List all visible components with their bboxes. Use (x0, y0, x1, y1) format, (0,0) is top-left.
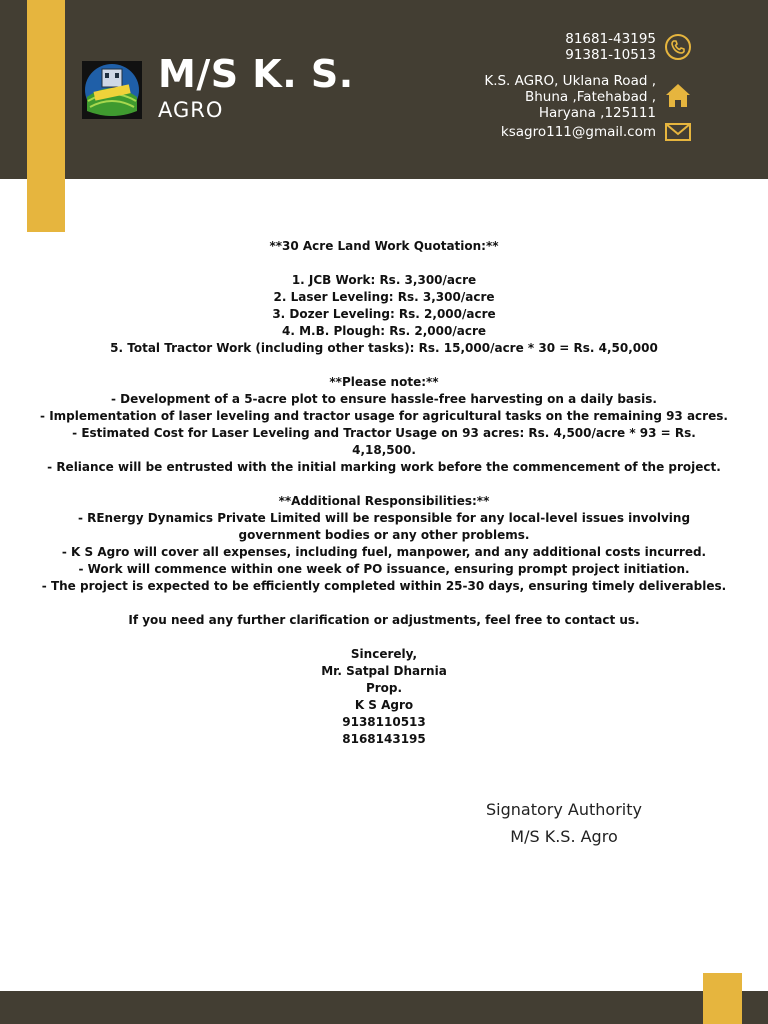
responsibility-item: - Work will commence within one week of PO issuance, ensuring prompt project initiation. (78, 562, 690, 576)
footer-band (0, 991, 768, 1024)
footer-accent (703, 973, 742, 1024)
note-item: - Estimated Cost for Laser Leveling and Tractor Usage on 93 acres: Rs. 4,500/acre * 93 = Rs. 4,18,500. (72, 426, 696, 457)
address-line: K.S. AGRO, Uklana Road , (484, 73, 656, 89)
closing-line: If you need any further clarification or adjustments, feel free to contact us. (128, 613, 640, 627)
company-logo (82, 61, 142, 119)
signoff-line: 8168143195 (342, 732, 426, 746)
address-line: Bhuna ,Fatehabad , (524, 89, 656, 105)
address-block (484, 73, 656, 121)
company-name: M/S K. S. (158, 52, 354, 96)
note-item: - Implementation of laser leveling and tractor usage for agricultural tasks on the remaining 93 acres. (40, 409, 728, 423)
signatory-title: Signatory Authority (486, 800, 642, 819)
phone-icon (664, 33, 692, 61)
signoff-line: Sincerely, (350, 647, 418, 661)
email-address[interactable]: ksagro111@gmail.com (500, 124, 656, 140)
phone-number-2[interactable]: 91381-10513 (565, 47, 656, 63)
signoff-line: K S Agro (354, 698, 414, 712)
phone-numbers (565, 31, 656, 63)
signoff-line: Mr. Satpal Dharnia (321, 664, 447, 678)
responsibility-item: - K S Agro will cover all expenses, including fuel, manpower, and any additional costs incurred. (61, 545, 707, 559)
note-heading: **Please note:** (329, 375, 439, 389)
signatory-block (444, 796, 684, 850)
company-subtitle: AGRO (158, 98, 224, 122)
accent-bar (27, 0, 65, 232)
home-icon (664, 82, 692, 108)
quotation-item: 1. JCB Work: Rs. 3,300/acre (291, 273, 477, 287)
quotation-item: 3. Dozer Leveling: Rs. 2,000/acre (272, 307, 496, 321)
quotation-item: 5. Total Tractor Work (including other tasks): Rs. 15,000/acre * 30 = Rs. 4,50,000 (110, 341, 658, 355)
quotation-item: 4. M.B. Plough: Rs. 2,000/acre (282, 324, 486, 338)
address-line: Haryana ,125111 (538, 105, 656, 121)
quotation-item: 2. Laser Leveling: Rs. 3,300/acre (273, 290, 495, 304)
quotation-body (40, 238, 728, 748)
note-item: - Development of a 5-acre plot to ensure hassle-free harvesting on a daily basis. (111, 392, 657, 406)
signoff-line: Prop. (365, 681, 403, 695)
responsibility-item: - REnergy Dynamics Private Limited will be responsible for any local-level issues involving government bodies or any other problems. (77, 511, 691, 542)
signatory-company: M/S K.S. Agro (510, 827, 618, 846)
mail-icon (664, 121, 692, 143)
quotation-title: **30 Acre Land Work Quotation:** (269, 239, 499, 253)
responsibilities-heading: **Additional Responsibilities:** (278, 494, 490, 508)
signoff-line: 9138110513 (342, 715, 426, 729)
responsibility-item: - The project is expected to be efficiently completed within 25-30 days, ensuring timely deliverables. (41, 579, 727, 593)
note-item: - Reliance will be entrusted with the initial marking work before the commencement of the project. (47, 460, 721, 474)
phone-number-1[interactable]: 81681-43195 (565, 31, 656, 47)
